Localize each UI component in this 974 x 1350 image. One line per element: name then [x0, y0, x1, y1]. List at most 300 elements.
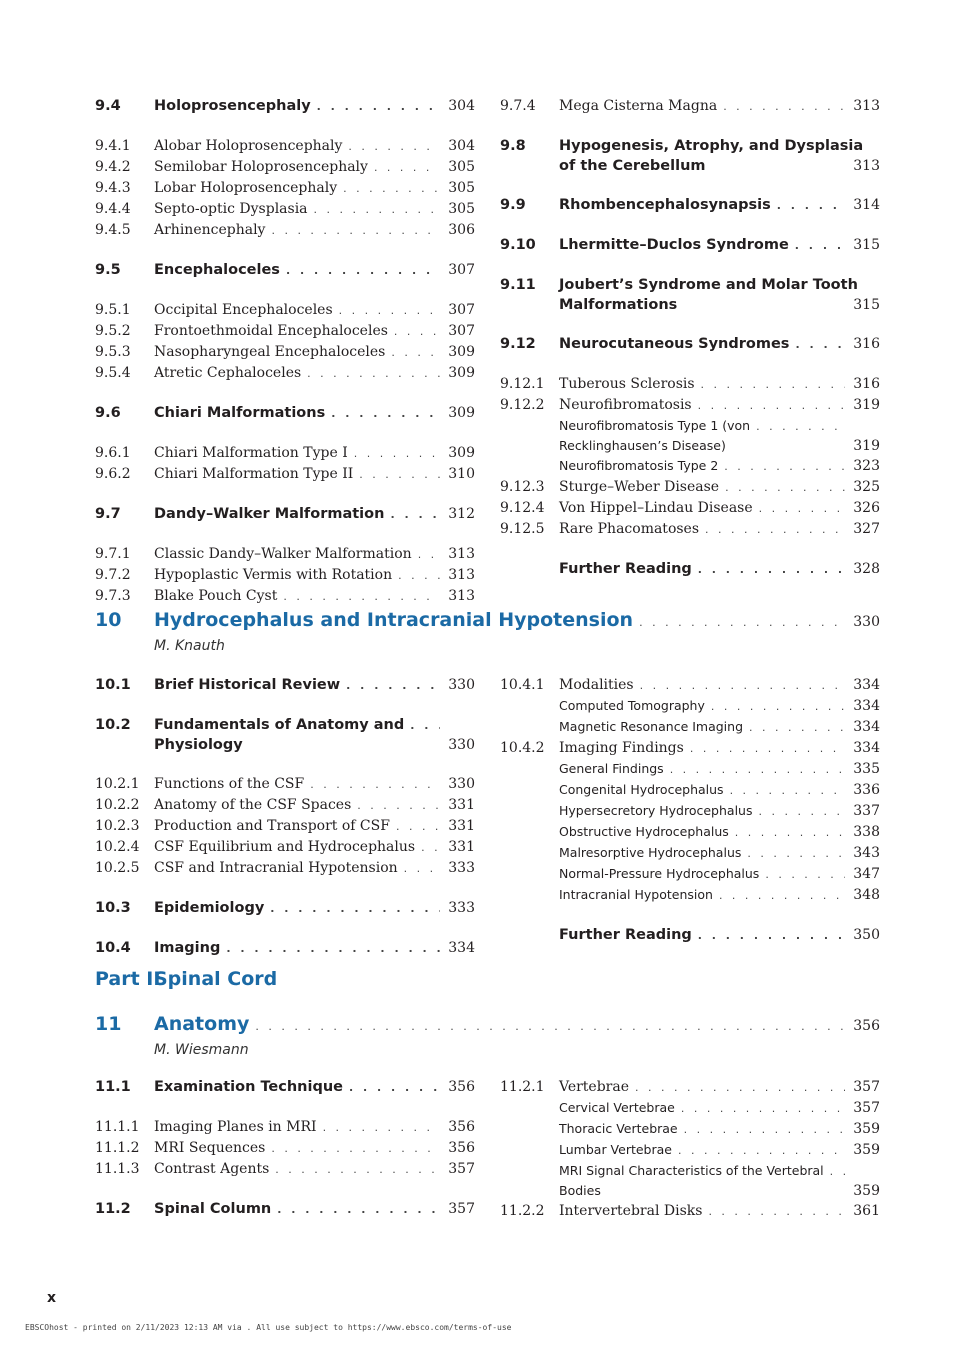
- section-number: 11.2: [95, 1201, 131, 1217]
- leader-dots: [357, 796, 440, 816]
- page-number: 348: [853, 887, 880, 903]
- toc-entry[interactable]: [500, 843, 880, 864]
- entry-spacer: [95, 424, 475, 443]
- section-number: 10.2.2: [95, 797, 140, 813]
- section-number: 11.2.1: [500, 1079, 545, 1095]
- toc-entry[interactable]: [500, 235, 880, 256]
- page-number: 316: [853, 336, 880, 352]
- section-number: 9.12.3: [500, 479, 545, 495]
- section-title: Lhermitte–Duclos Syndrome: [559, 237, 789, 253]
- part-heading: [95, 968, 277, 990]
- section-number: 10.2.3: [95, 818, 140, 834]
- toc-entry[interactable]: [500, 717, 880, 738]
- leader-dots: [684, 1120, 846, 1140]
- page-number: 307: [448, 302, 475, 318]
- toc-entry[interactable]: [95, 795, 475, 816]
- page-number: 314: [853, 197, 880, 213]
- toc-entry[interactable]: [500, 925, 880, 946]
- leader-dots: [283, 587, 440, 607]
- leader-dots: [698, 926, 845, 946]
- toc-entry[interactable]: [500, 864, 880, 885]
- section-title-line: of the Cerebellum: [559, 158, 706, 174]
- section-title: Hypoplastic Vermis with Rotation: [154, 567, 393, 583]
- leader-dots: [719, 886, 845, 906]
- toc-entry[interactable]: [95, 199, 475, 220]
- toc-entry[interactable]: [500, 1077, 880, 1098]
- toc-entry[interactable]: [500, 275, 880, 315]
- section-title: Spinal Column: [154, 1201, 272, 1217]
- leader-dots: [359, 465, 440, 485]
- entry-spacer: [500, 216, 880, 235]
- leader-dots: [708, 1202, 845, 1222]
- section-number: 9.8: [500, 138, 526, 154]
- leader-dots: [343, 179, 440, 199]
- entry-spacer: [500, 355, 880, 374]
- part-label: Part II: [95, 968, 161, 990]
- chapter-11-heading[interactable]: [95, 1012, 880, 1061]
- section-number: 11.1.1: [95, 1119, 140, 1135]
- section-number: 9.4.2: [95, 159, 131, 175]
- toc-entry[interactable]: [95, 300, 475, 321]
- leader-dots: [723, 97, 845, 117]
- page-number: 357: [448, 1161, 475, 1177]
- leader-dots: [286, 261, 440, 281]
- leader-dots: [795, 236, 845, 256]
- page-number: 305: [448, 201, 475, 217]
- section-number: 9.11: [500, 277, 536, 293]
- leader-dots: [277, 1200, 440, 1220]
- section-number: 10.3: [95, 900, 131, 916]
- leader-dots: [317, 97, 441, 117]
- page-number: 331: [448, 818, 475, 834]
- page-number: 334: [853, 677, 880, 693]
- toc-entry[interactable]: [500, 136, 880, 176]
- leader-dots: [418, 545, 441, 565]
- leader-dots: [346, 676, 440, 696]
- section-title-line: Hypogenesis, Atrophy, and Dysplasia: [559, 138, 864, 154]
- leader-dots: [271, 221, 440, 241]
- leader-dots: [339, 301, 441, 321]
- toc-entry[interactable]: [95, 774, 475, 795]
- toc-entry[interactable]: [500, 195, 880, 216]
- page-number: 337: [853, 803, 880, 819]
- page-number: 334: [853, 719, 880, 735]
- toc-entry[interactable]: [500, 559, 880, 580]
- section-number: 9.5: [95, 262, 121, 278]
- section-title: Production and Transport of CSF: [154, 818, 390, 834]
- section-title: Occipital Encephaloceles: [154, 302, 333, 318]
- section-title: Semilobar Holoprosencephaly: [154, 159, 368, 175]
- entry-spacer: [95, 919, 475, 938]
- toc-entry[interactable]: [95, 675, 475, 696]
- section-title: Further Reading: [559, 927, 692, 943]
- toc-entry[interactable]: [95, 544, 475, 565]
- leader-dots: [640, 676, 846, 696]
- page-number: 343: [853, 845, 880, 861]
- leader-dots: [639, 611, 845, 635]
- section-title-line: Bodies: [559, 1183, 601, 1198]
- page-number: 313: [448, 567, 475, 583]
- toc-entry[interactable]: [95, 1159, 475, 1180]
- entry-spacer: [500, 176, 880, 195]
- section-title: Brief Historical Review: [154, 677, 341, 693]
- section-number: 9.7.1: [95, 546, 131, 562]
- section-number: 9.12: [500, 336, 536, 352]
- section-title: Chiari Malformation Type II: [154, 466, 354, 482]
- leader-dots: [421, 838, 440, 858]
- toc-entry[interactable]: [500, 780, 880, 801]
- leader-dots: [270, 899, 440, 919]
- page-number: 319: [853, 397, 880, 413]
- section-title: Neurofibromatosis Type 2: [559, 458, 719, 473]
- chapter-number: 10: [95, 609, 122, 631]
- leader-dots: [323, 1118, 441, 1138]
- section-title: General Findings: [559, 761, 664, 776]
- toc-entry[interactable]: [95, 1138, 475, 1159]
- leader-dots: [698, 396, 846, 416]
- toc-entry[interactable]: [95, 715, 475, 755]
- chapter-page-number: 356: [853, 1018, 880, 1034]
- leader-dots: [698, 560, 845, 580]
- section-title: Computed Tomography: [559, 698, 705, 713]
- section-number: 10.2.4: [95, 839, 140, 855]
- toc-entry[interactable]: [500, 498, 880, 519]
- leader-dots: [690, 739, 845, 759]
- section-number: 10.2: [95, 717, 131, 733]
- section-title: Congenital Hydrocephalus: [559, 782, 724, 797]
- page-number: 356: [448, 1119, 475, 1135]
- section-title: Rhombencephalosynapsis: [559, 197, 771, 213]
- section-title: Classic Dandy–Walker Malformation: [154, 546, 412, 562]
- entry-spacer: [95, 241, 475, 260]
- section-number: 9.5.4: [95, 365, 131, 381]
- section-title: Nasopharyngeal Encephaloceles: [154, 344, 386, 360]
- toc-entry[interactable]: [95, 858, 475, 879]
- page-number: 359: [853, 1142, 880, 1158]
- toc-entry[interactable]: [500, 395, 880, 416]
- chapter-10-left-column: [95, 675, 475, 959]
- page-number: 304: [448, 98, 475, 114]
- leader-dots: [226, 939, 440, 959]
- toc-entry[interactable]: [95, 586, 475, 607]
- leader-dots: [394, 322, 440, 342]
- leader-dots: [795, 335, 845, 355]
- toc-entry[interactable]: [95, 136, 475, 157]
- toc-entry[interactable]: [500, 1098, 880, 1119]
- section-number: 11.1.2: [95, 1140, 140, 1156]
- page-number: 357: [448, 1201, 475, 1217]
- page-number: 316: [853, 376, 880, 392]
- leader-dots: [758, 802, 845, 822]
- leader-dots: [314, 200, 441, 220]
- section-title: Imaging Findings: [559, 740, 684, 756]
- toc-entry[interactable]: [500, 456, 880, 477]
- chapter-page-number: 330: [853, 614, 880, 630]
- section-title: Vertebrae: [559, 1079, 629, 1095]
- leader-dots: [396, 817, 440, 837]
- page-number: 359: [853, 1183, 880, 1199]
- section-number: 10.4.2: [500, 740, 545, 756]
- section-number: 11.2.2: [500, 1203, 545, 1219]
- entry-spacer: [500, 906, 880, 925]
- leader-dots: [391, 343, 440, 363]
- section-title: Modalities: [559, 677, 634, 693]
- leader-dots: [681, 1099, 845, 1119]
- toc-entry[interactable]: [95, 565, 475, 586]
- toc-entry[interactable]: [500, 696, 880, 717]
- page-number: 356: [448, 1079, 475, 1095]
- page-number: 333: [448, 860, 475, 876]
- section-number: 11.1.3: [95, 1161, 140, 1177]
- section-number: 9.5.2: [95, 323, 131, 339]
- leader-dots: [398, 566, 440, 586]
- page-number: 334: [853, 740, 880, 756]
- section-number: 9.4.4: [95, 201, 131, 217]
- toc-entry[interactable]: [500, 477, 880, 498]
- chapter-title: Anatomy: [154, 1013, 250, 1035]
- toc-entry[interactable]: [500, 1140, 880, 1161]
- section-title: Holoprosencephaly: [154, 98, 311, 114]
- toc-entry[interactable]: [500, 675, 880, 696]
- section-title: Anatomy of the CSF Spaces: [154, 797, 352, 813]
- section-title-line: Recklinghausen’s Disease): [559, 438, 726, 453]
- page-number: 327: [853, 521, 880, 537]
- leader-dots: [749, 718, 845, 738]
- toc-entry[interactable]: [95, 1199, 475, 1220]
- toc-entry[interactable]: [95, 96, 475, 117]
- toc-entry[interactable]: [500, 374, 880, 395]
- leader-dots: [730, 781, 846, 801]
- toc-entry[interactable]: [95, 837, 475, 858]
- section-title: CSF and Intracranial Hypotension: [154, 860, 398, 876]
- page-number: 333: [448, 900, 475, 916]
- section-title: Cervical Vertebrae: [559, 1100, 675, 1115]
- toc-entry[interactable]: [500, 885, 880, 906]
- entry-spacer: [500, 117, 880, 136]
- page-number: 309: [448, 365, 475, 381]
- section-title: Lumbar Vertebrae: [559, 1142, 672, 1157]
- toc-entry[interactable]: [95, 464, 475, 485]
- page-number: 313: [853, 98, 880, 114]
- page-number: 338: [853, 824, 880, 840]
- leader-dots: [747, 844, 845, 864]
- leader-dots: [701, 375, 846, 395]
- page-number: 313: [853, 158, 880, 174]
- section-title: Rare Phacomatoses: [559, 521, 700, 537]
- section-title: Mega Cisterna Magna: [559, 98, 718, 114]
- chapter-number: 11: [95, 1013, 122, 1035]
- section-title: Magnetic Resonance Imaging: [559, 719, 744, 734]
- toc-entry[interactable]: [500, 801, 880, 822]
- section-title: Von Hippel–Lindau Disease: [559, 500, 753, 516]
- section-title: Thoracic Vertebrae: [559, 1121, 678, 1136]
- chapter-author: M. Knauth: [154, 638, 225, 654]
- section-title: Encephaloceles: [154, 262, 280, 278]
- section-number: 9.12.2: [500, 397, 545, 413]
- page-number: 331: [448, 797, 475, 813]
- leader-dots: [374, 158, 440, 178]
- page-number: 313: [448, 588, 475, 604]
- toc-entry[interactable]: [95, 342, 475, 363]
- section-number: 9.9: [500, 197, 526, 213]
- toc-entry[interactable]: [500, 334, 880, 355]
- section-title: Examination Technique: [154, 1079, 344, 1095]
- leader-dots: [756, 417, 845, 437]
- section-title: Sturge–Weber Disease: [559, 479, 720, 495]
- section-title-line: Joubert’s Syndrome and Molar Tooth: [559, 277, 858, 293]
- section-title: Further Reading: [559, 561, 692, 577]
- section-title: Lobar Holoprosencephaly: [154, 180, 338, 196]
- entry-spacer: [95, 281, 475, 300]
- section-number: 9.6.1: [95, 445, 131, 461]
- toc-entry[interactable]: [500, 1161, 880, 1201]
- section-number: 10.4: [95, 940, 131, 956]
- section-number: 9.7.4: [500, 98, 536, 114]
- page-number: 310: [448, 466, 475, 482]
- chapter-10-heading[interactable]: [95, 608, 880, 657]
- toc-entry[interactable]: [500, 519, 880, 540]
- page-number: 312: [448, 506, 475, 522]
- leader-dots: [725, 478, 845, 498]
- leader-dots: [705, 520, 845, 540]
- toc-entry[interactable]: [500, 759, 880, 780]
- toc-entry[interactable]: [500, 416, 880, 456]
- chapter-author: M. Wiesmann: [154, 1042, 249, 1058]
- toc-entry[interactable]: [95, 816, 475, 837]
- section-number: 9.7: [95, 506, 121, 522]
- leader-dots: [724, 457, 845, 477]
- section-title: MRI Sequences: [154, 1140, 266, 1156]
- section-number: 9.6: [95, 405, 121, 421]
- toc-entry[interactable]: [95, 443, 475, 464]
- toc-entry[interactable]: [500, 1201, 880, 1222]
- toc-entry[interactable]: [95, 938, 475, 959]
- chapter-10-right-column: [500, 675, 880, 946]
- page-number: 305: [448, 180, 475, 196]
- section-title: Imaging: [154, 940, 221, 956]
- page-number: 323: [853, 458, 880, 474]
- entry-spacer: [500, 256, 880, 275]
- section-number: 9.7.2: [95, 567, 131, 583]
- leader-dots: [635, 1078, 845, 1098]
- section-title: CSF Equilibrium and Hydrocephalus: [154, 839, 416, 855]
- leader-dots: [735, 823, 845, 843]
- section-number: 10.4.1: [500, 677, 545, 693]
- page-number: 307: [448, 262, 475, 278]
- section-title: Tuberous Sclerosis: [559, 376, 695, 392]
- page-number: 350: [853, 927, 880, 943]
- leader-dots: [410, 716, 440, 736]
- section-number: 9.6.2: [95, 466, 131, 482]
- page-folio: x: [47, 1290, 57, 1306]
- section-title: Obstructive Hydrocephalus: [559, 824, 729, 839]
- page-number: 331: [448, 839, 475, 855]
- leader-dots: [310, 775, 440, 795]
- toc-entry[interactable]: [95, 1077, 475, 1098]
- page-number: 309: [448, 344, 475, 360]
- entry-spacer: [95, 1180, 475, 1199]
- page-number: 330: [448, 776, 475, 792]
- page-number: 357: [853, 1100, 880, 1116]
- entry-spacer: [95, 525, 475, 544]
- section-title: Hypersecretory Hydrocephalus: [559, 803, 753, 818]
- section-title: Intracranial Hypotension: [559, 887, 713, 902]
- leader-dots: [777, 196, 846, 216]
- page-number: 313: [448, 546, 475, 562]
- chapter-11-right-column: [500, 1077, 880, 1222]
- leader-dots: [711, 697, 845, 717]
- toc-entry[interactable]: [500, 822, 880, 843]
- page-number: 304: [448, 138, 475, 154]
- section-title: Functions of the CSF: [154, 776, 305, 792]
- toc-entry[interactable]: [95, 178, 475, 199]
- page-number: 326: [853, 500, 880, 516]
- page-number: 359: [853, 1121, 880, 1137]
- page-number: 315: [853, 237, 880, 253]
- entry-spacer: [95, 879, 475, 898]
- page-number: 305: [448, 159, 475, 175]
- leader-dots: [348, 137, 440, 157]
- leader-dots: [765, 865, 845, 885]
- entry-spacer: [500, 540, 880, 559]
- page-number: 361: [853, 1203, 880, 1219]
- section-number: 10.2.1: [95, 776, 140, 792]
- toc-entry[interactable]: [95, 157, 475, 178]
- section-title-line: Neurofibromatosis Type 1 (von: [559, 418, 751, 433]
- section-number: 9.4.3: [95, 180, 131, 196]
- entry-spacer: [95, 485, 475, 504]
- page-number: 356: [448, 1140, 475, 1156]
- toc-entry[interactable]: [500, 96, 880, 117]
- section-title: Chiari Malformations: [154, 405, 326, 421]
- page-number: 325: [853, 479, 880, 495]
- section-title: Neurofibromatosis: [559, 397, 692, 413]
- section-number: 9.12.5: [500, 521, 545, 537]
- toc-entry[interactable]: [95, 403, 475, 424]
- section-number: 9.7.3: [95, 588, 131, 604]
- toc-entry[interactable]: [95, 363, 475, 384]
- toc-entry[interactable]: [500, 1119, 880, 1140]
- page-number: 307: [448, 323, 475, 339]
- page-number: 334: [448, 940, 475, 956]
- section-title: Chiari Malformation Type I: [154, 445, 348, 461]
- entry-spacer: [500, 315, 880, 334]
- leader-dots: [275, 1160, 440, 1180]
- section-title: Atretic Cephaloceles: [154, 365, 302, 381]
- toc-entry[interactable]: [95, 260, 475, 281]
- section-number: 11.1: [95, 1079, 131, 1095]
- leader-dots: [331, 404, 440, 424]
- toc-entry[interactable]: [95, 321, 475, 342]
- entry-spacer: [95, 696, 475, 715]
- leader-dots: [307, 364, 440, 384]
- toc-entry[interactable]: [95, 1117, 475, 1138]
- toc-entry[interactable]: [500, 738, 880, 759]
- page-number: 319: [853, 438, 880, 454]
- entry-spacer: [95, 755, 475, 774]
- section-number: 9.10: [500, 237, 536, 253]
- page-number: 306: [448, 222, 475, 238]
- section-number: 9.4.5: [95, 222, 131, 238]
- section-title: Septo-optic Dysplasia: [154, 201, 308, 217]
- section-number: 9.12.1: [500, 376, 545, 392]
- toc-entry[interactable]: [95, 504, 475, 525]
- page-number: 330: [448, 677, 475, 693]
- page-number: 336: [853, 782, 880, 798]
- toc-entry[interactable]: [95, 220, 475, 241]
- toc-entry[interactable]: [95, 898, 475, 919]
- section-title: Alobar Holoprosencephaly: [154, 138, 343, 154]
